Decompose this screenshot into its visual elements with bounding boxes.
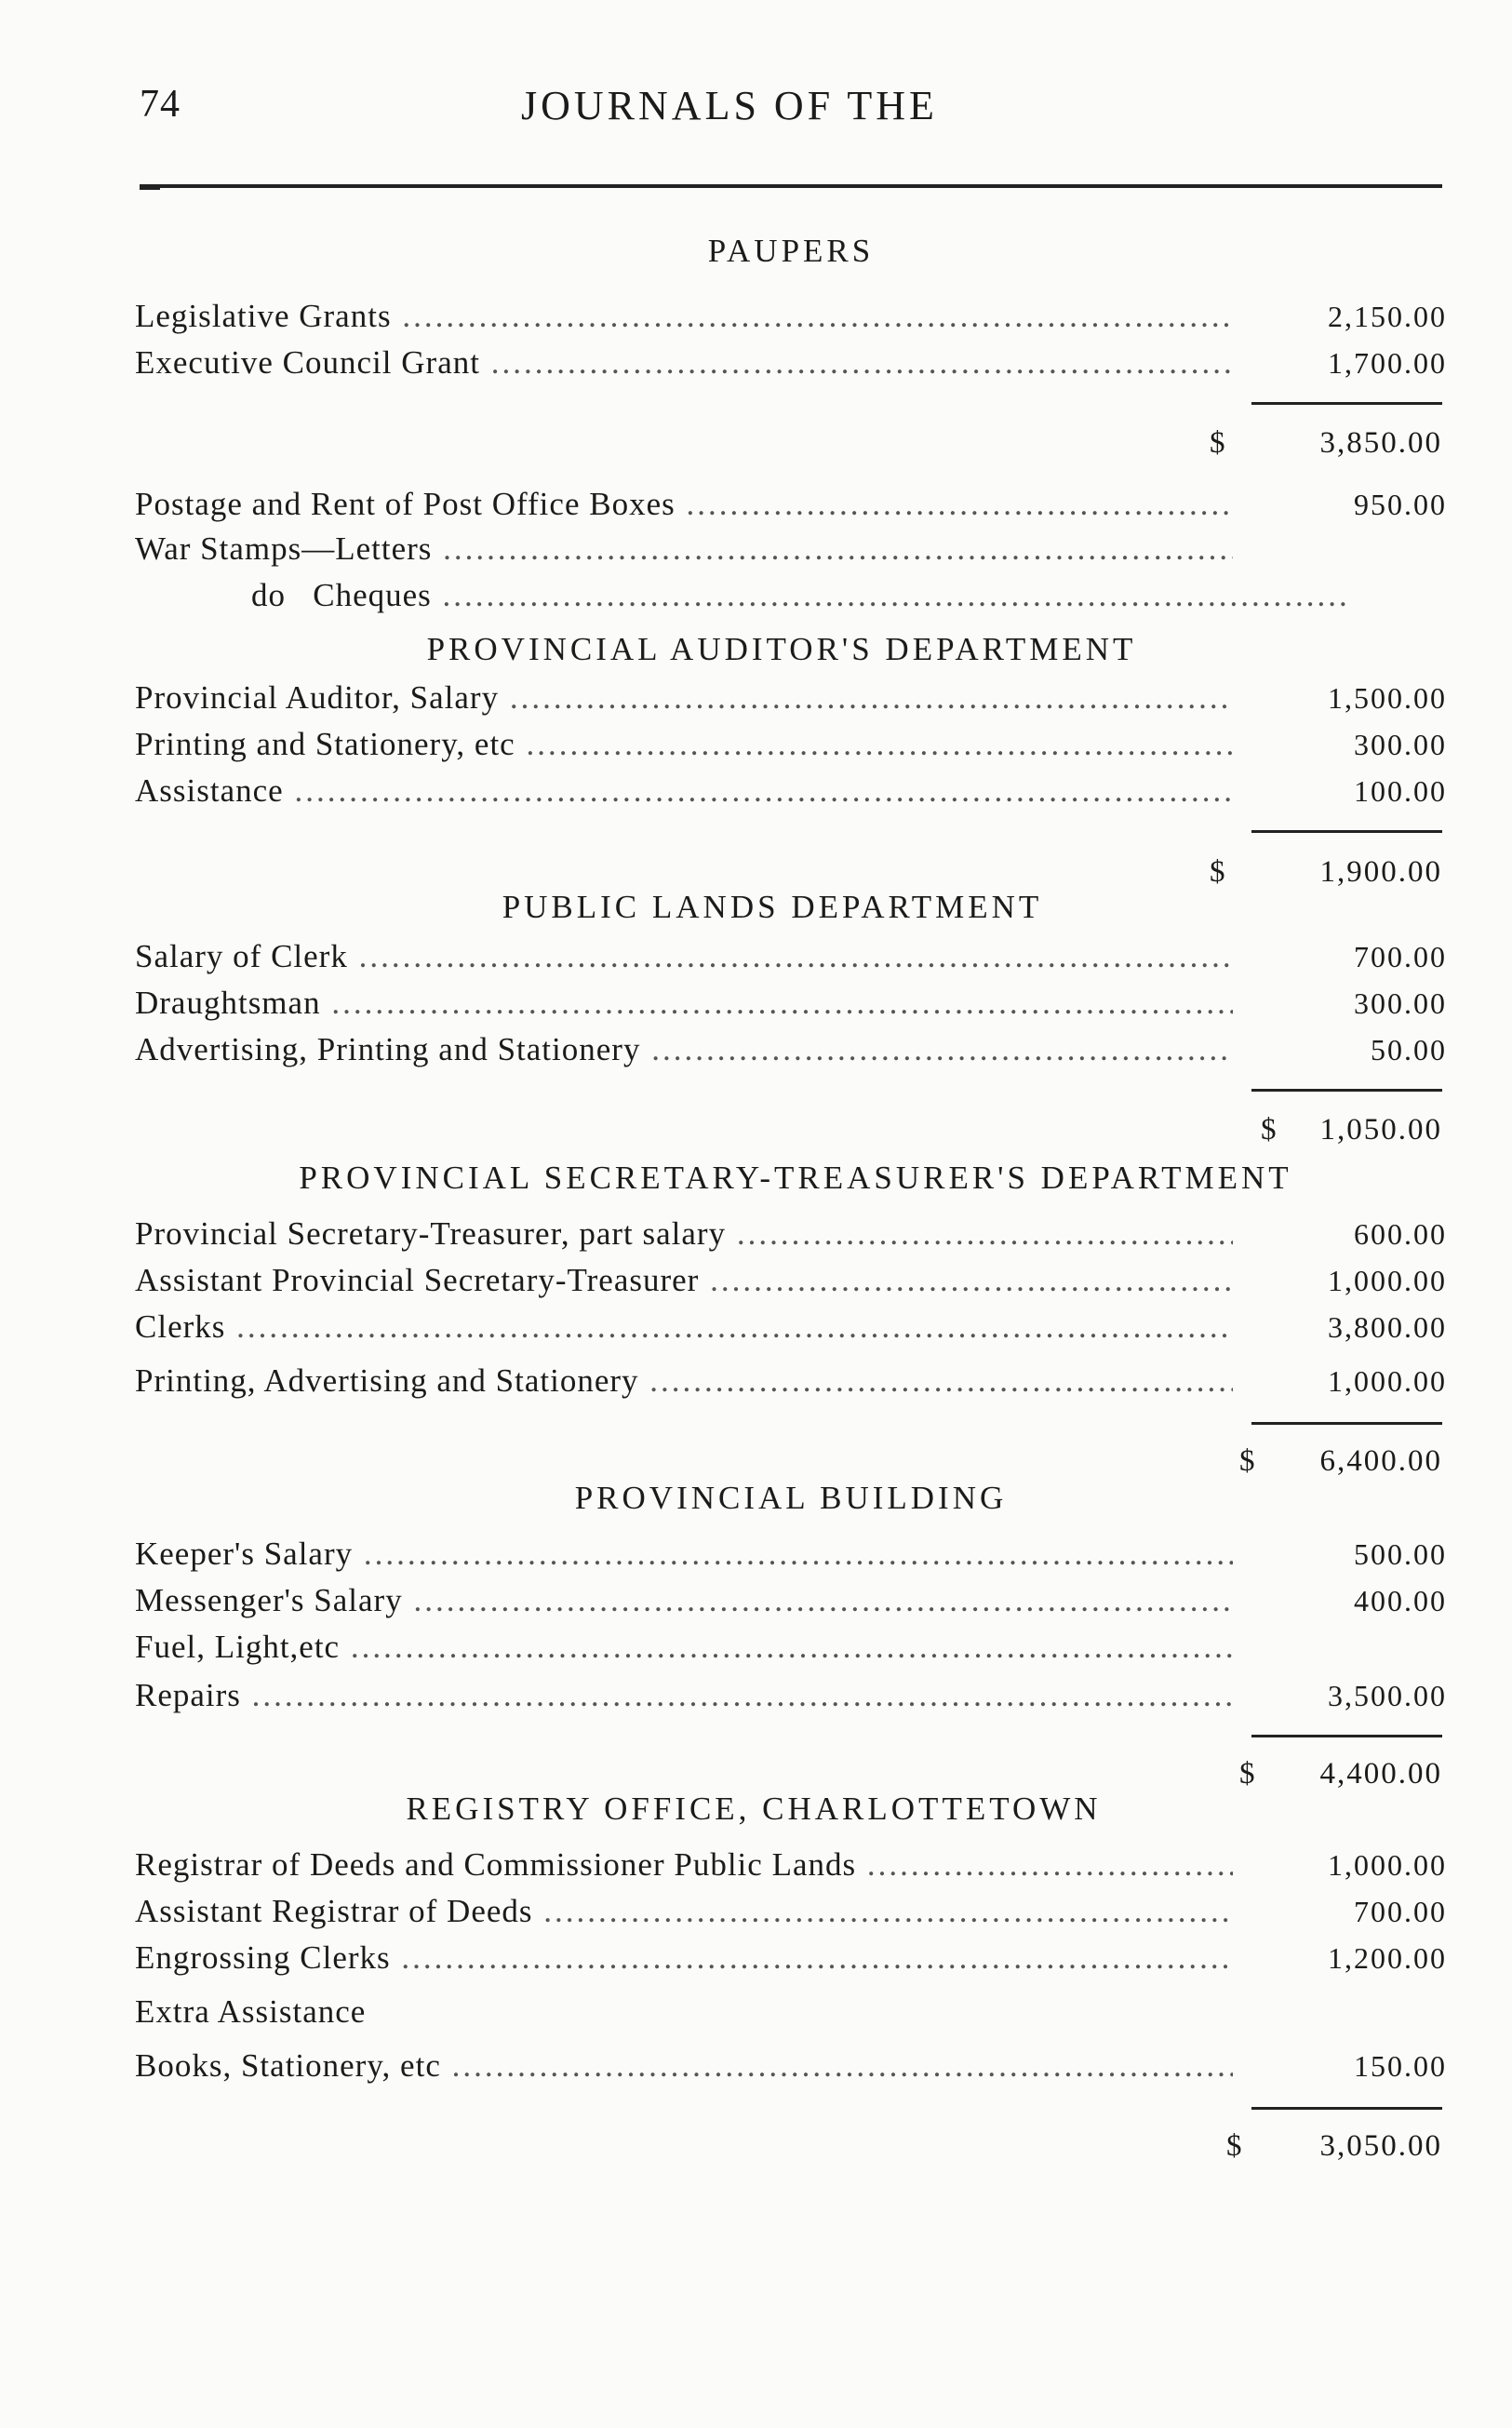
line-item-label: Assistant Registrar of Deeds ..... (135, 1891, 1233, 1932)
line-item-label: Postage and Rent of Post Office Boxes ..... (135, 484, 1233, 525)
line-item-amount: 1,500.00 (1328, 681, 1447, 715)
sum-rule (1251, 2107, 1442, 2110)
sum-rule (1251, 830, 1442, 833)
section-total (1210, 1109, 1442, 1150)
line-item-amount: 3,500.00 (1328, 1679, 1447, 1712)
section-heading-building: PROVINCIAL BUILDING (574, 1480, 1008, 1516)
line-item (135, 484, 1447, 525)
section-heading-paupers: PAUPERS (707, 233, 875, 269)
running-title: JOURNALS OF THE (521, 83, 938, 128)
line-item-label: Provincial Secretary-Treasurer, part salary ..... (135, 1214, 1233, 1254)
line-item (135, 1675, 1447, 1716)
line-item (135, 1992, 1447, 2032)
line-item-amount: 50.00 (1371, 1033, 1447, 1066)
line-item-label: Legislative Grants ..... (135, 296, 1233, 337)
line-item-label: Advertising, Printing and Stationery ..... (135, 1029, 1233, 1070)
line-item-amount: 3,800.00 (1328, 1310, 1447, 1344)
line-item-label: Assistance ..... (135, 771, 1233, 812)
dollar-sign: $ (1239, 1757, 1255, 1791)
dollar-sign: $ (1226, 2129, 1242, 2163)
dollar-sign: $ (1239, 1444, 1255, 1478)
section-total-value: 1,900.00 (1319, 855, 1442, 889)
line-item-label: Keeper's Salary ..... (135, 1534, 1233, 1575)
section-heading-lands: PUBLIC LANDS DEPARTMENT (502, 889, 1043, 925)
line-item-amount: 300.00 (1354, 986, 1447, 1020)
line-item-amount: 1,200.00 (1328, 1941, 1447, 1975)
section-total (1210, 2126, 1442, 2166)
section-total-value: 6,400.00 (1319, 1444, 1442, 1478)
line-item-label: Extra Assistance (135, 1993, 367, 2030)
line-item (135, 1260, 1447, 1301)
section-total (1210, 852, 1442, 892)
line-item (135, 342, 1447, 383)
line-item-label: Books, Stationery, etc ..... (135, 2046, 1233, 2086)
line-item (135, 1938, 1447, 1979)
line-item-label: Clerks ..... (135, 1307, 1233, 1348)
sum-rule (1251, 1422, 1442, 1425)
line-item (135, 2046, 1447, 2086)
line-item (135, 771, 1447, 812)
section-total-value: 1,050.00 (1319, 1113, 1442, 1147)
line-item-label: Registrar of Deeds and Commissioner Public Lands ..... (135, 1844, 1233, 1885)
line-item-label: Messenger's Salary ..... (135, 1580, 1233, 1621)
section-heading-auditor: PROVINCIAL AUDITOR'S DEPARTMENT (426, 631, 1137, 667)
section-heading-registry: REGISTRY OFFICE, CHARLOTTETOWN (406, 1791, 1102, 1827)
line-item (135, 1307, 1447, 1348)
line-item-label: Salary of Clerk ..... (135, 936, 1233, 977)
dollar-sign: $ (1210, 426, 1225, 460)
line-item (135, 1627, 1447, 1668)
line-item (135, 1029, 1447, 1070)
line-item (135, 1534, 1447, 1575)
line-item (135, 936, 1447, 977)
section-total (1210, 423, 1442, 463)
sum-rule (1251, 402, 1442, 405)
line-item-amount: 1,000.00 (1328, 1264, 1447, 1297)
line-item-amount: 400.00 (1354, 1584, 1447, 1617)
section-total (1210, 1441, 1442, 1482)
line-item-amount: 700.00 (1354, 1895, 1447, 1928)
line-item-amount: 1,700.00 (1328, 346, 1447, 380)
section-total-value: 3,850.00 (1319, 426, 1442, 460)
line-item-label: Executive Council Grant ..... (135, 342, 1233, 383)
line-item (135, 1844, 1447, 1885)
line-item-amount: 100.00 (1354, 774, 1447, 808)
line-item (135, 724, 1447, 765)
line-item (135, 1580, 1447, 1621)
line-item-label: Fuel, Light,etc ..... (135, 1627, 1233, 1668)
line-item-label: Provincial Auditor, Salary ..... (135, 677, 1233, 718)
section-total (1210, 1753, 1442, 1794)
line-item-label: Printing and Stationery, etc ..... (135, 724, 1233, 765)
line-item-label: Engrossing Clerks ..... (135, 1938, 1233, 1979)
page-number: 74 (140, 83, 181, 126)
line-item-amount: 1,000.00 (1328, 1848, 1447, 1882)
sum-rule (1251, 1089, 1442, 1092)
line-item-label: do Cheques ..... (135, 575, 1349, 616)
line-item-amount: 300.00 (1354, 728, 1447, 761)
line-item-label: Printing, Advertising and Stationery ..... (135, 1361, 1233, 1402)
line-item (135, 529, 1447, 570)
section-heading-secretary: PROVINCIAL SECRETARY-TREASURER'S DEPARTMENT (299, 1160, 1292, 1196)
line-item (135, 296, 1447, 337)
line-item-label: War Stamps—Letters ..... (135, 529, 1233, 570)
header-rule (140, 184, 1442, 188)
line-item (135, 983, 1447, 1024)
line-item-amount: 700.00 (1354, 940, 1447, 973)
line-item-amount: 1,000.00 (1328, 1364, 1447, 1398)
line-item (135, 677, 1447, 718)
line-item-label: Repairs ..... (135, 1675, 1233, 1716)
header-rule-stub (140, 187, 160, 190)
line-item-amount: 150.00 (1354, 2049, 1447, 2083)
section-total-value: 3,050.00 (1319, 2129, 1442, 2163)
line-item-amount: 2,150.00 (1328, 300, 1447, 333)
sum-rule (1251, 1735, 1442, 1737)
line-item-amount: 500.00 (1354, 1537, 1447, 1571)
dollar-sign: $ (1210, 855, 1225, 889)
line-item (135, 1361, 1447, 1402)
line-item-label: Draughtsman ..... (135, 983, 1233, 1024)
line-item-amount: 600.00 (1354, 1217, 1447, 1251)
line-item (135, 1214, 1447, 1254)
line-item (135, 575, 1447, 616)
dollar-sign: $ (1261, 1113, 1277, 1147)
line-item-amount: 950.00 (1354, 488, 1447, 521)
line-item (135, 1891, 1447, 1932)
section-total-value: 4,400.00 (1319, 1757, 1442, 1791)
line-item-label: Assistant Provincial Secretary-Treasurer ..... (135, 1260, 1233, 1301)
